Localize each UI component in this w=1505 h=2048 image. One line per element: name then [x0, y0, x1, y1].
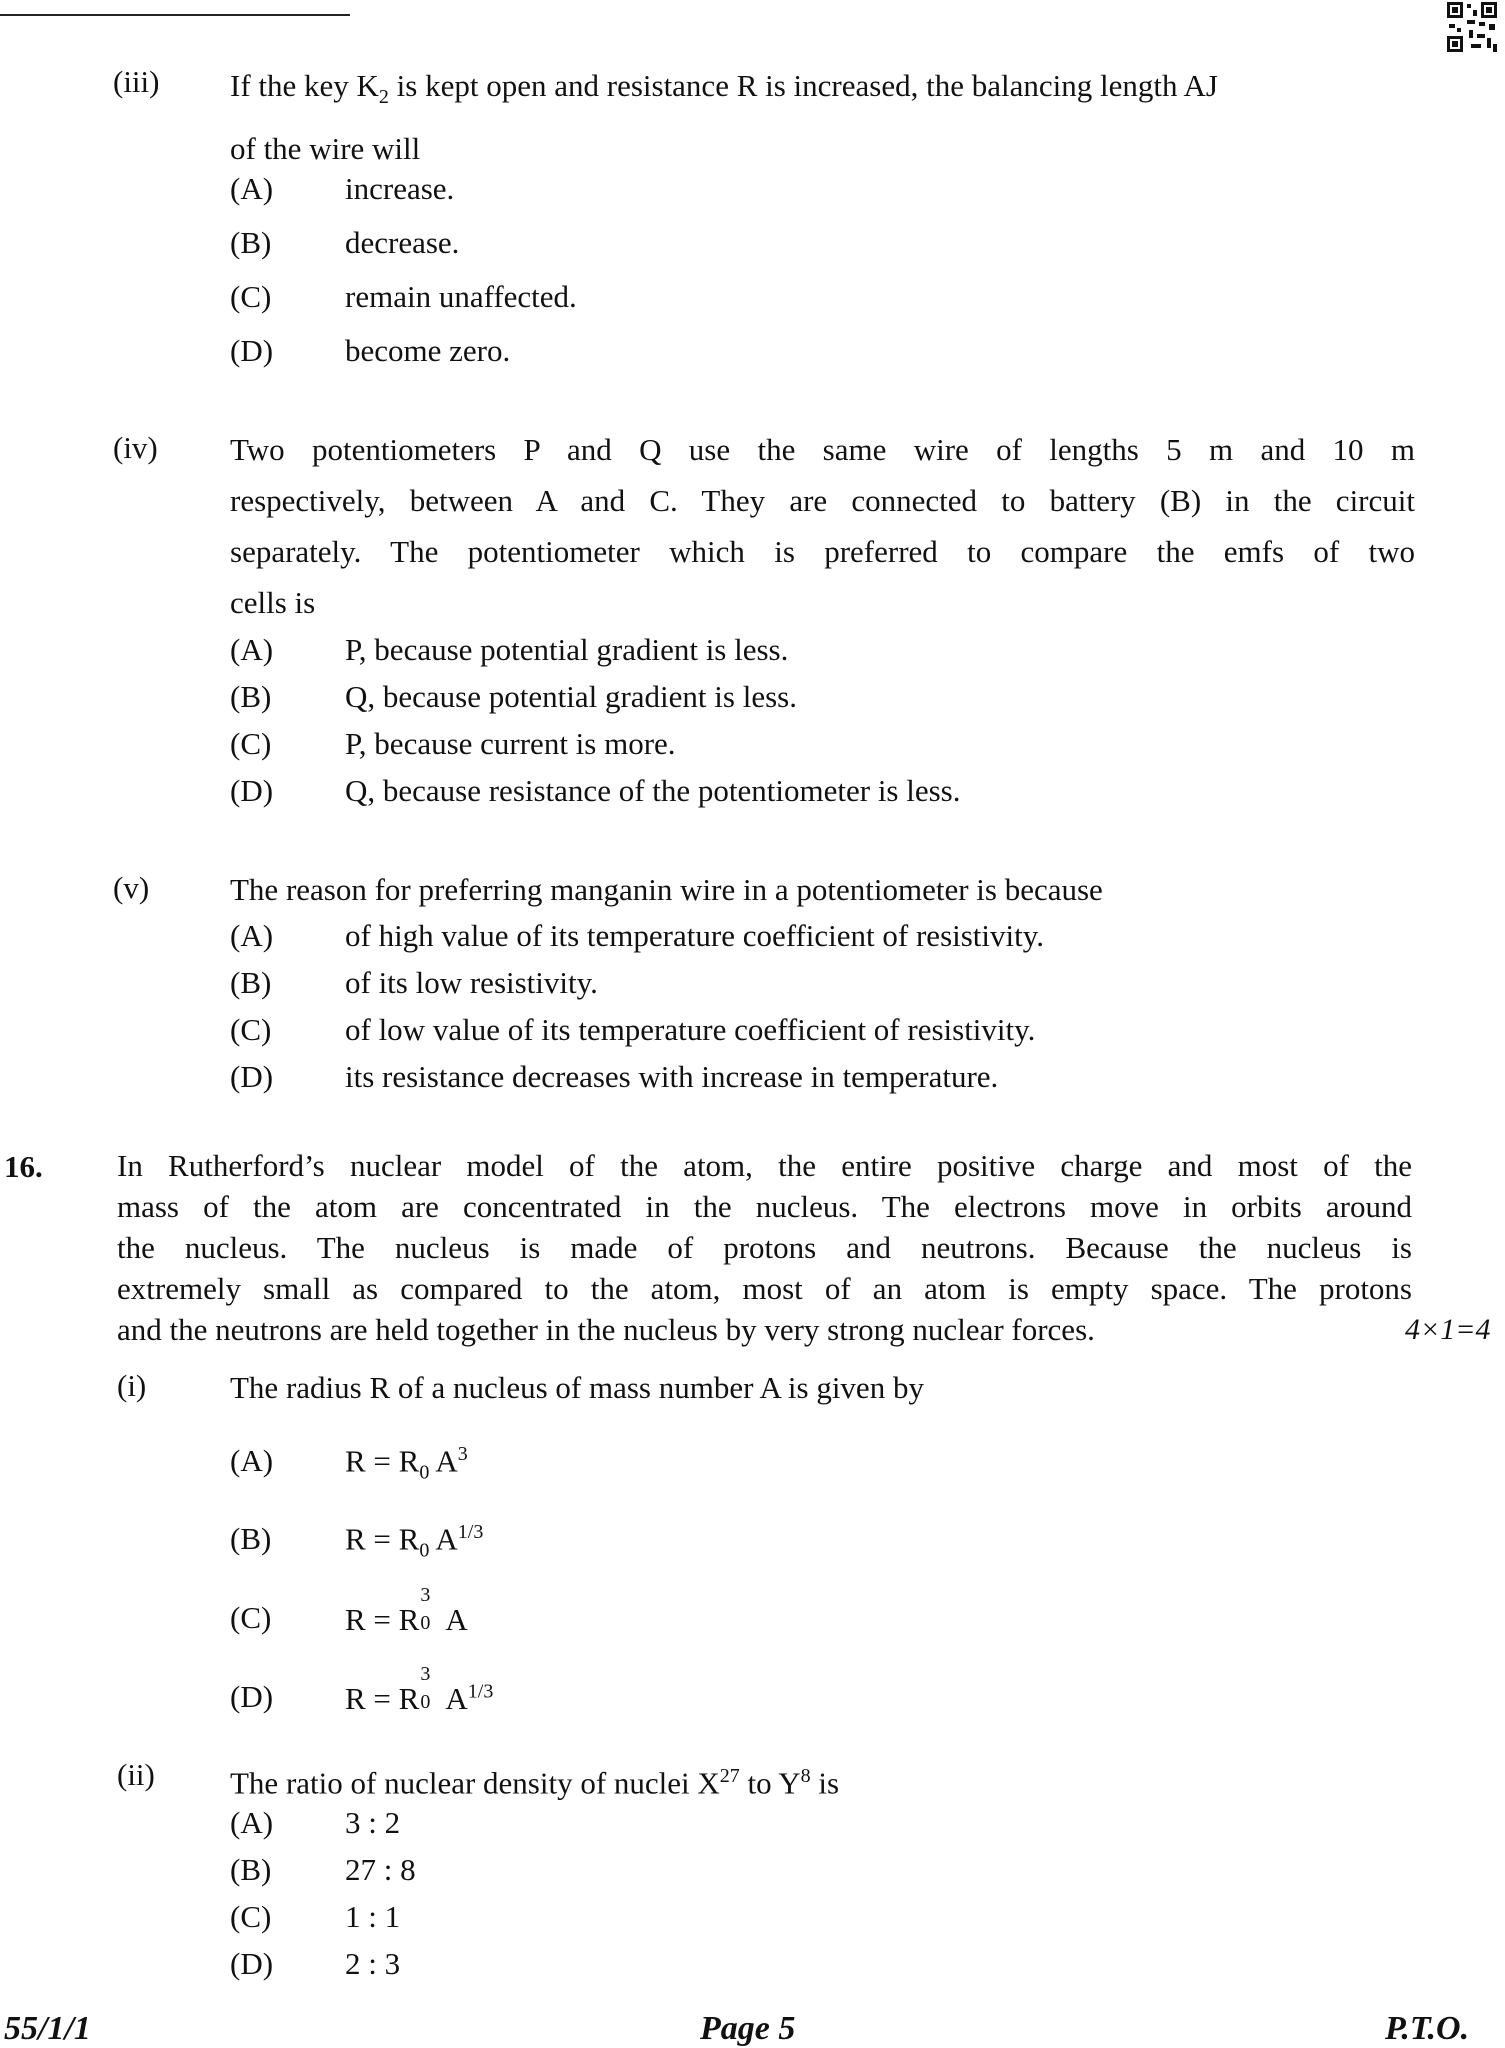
option-text: Q, because potential gradient is less.: [345, 679, 797, 714]
subquestion-iii-text: [230, 60, 1410, 174]
text-line: of the wire will: [230, 131, 421, 167]
option-text: remain unaffected.: [345, 279, 577, 314]
subquestion-number-i: (i): [117, 1368, 147, 1403]
option-label: (C): [230, 1899, 272, 1934]
subquestion-i-text: The radius R of a nucleus of mass number A is given by: [230, 1370, 924, 1405]
marks-allocation: 4×1=4: [1405, 1313, 1491, 1346]
page-number: Page 5: [700, 2010, 796, 2047]
text-line: and the neutrons are held together in the nucleus by very strong nuclear forces.: [117, 1312, 1095, 1347]
text-line: respectively, between A and C. They are connected to battery (B) in the circuit: [230, 483, 1415, 518]
subquestion-number-iii: (iii): [113, 64, 160, 99]
option-label: (B): [230, 1852, 272, 1887]
text-line: separately. The potentiometer which is preferred to compare the emfs of two: [230, 534, 1415, 569]
option-text: of low value of its temperature coefficient of resistivity.: [345, 1012, 1036, 1047]
option-text: P, because potential gradient is less.: [345, 632, 789, 667]
option-label: (A): [230, 632, 274, 667]
option-text: 3 : 2: [345, 1805, 401, 1840]
option-label: (A): [230, 918, 274, 953]
header-rule: [0, 14, 350, 16]
subquestion-number-ii: (ii): [117, 1757, 155, 1792]
option-text: 27 : 8: [345, 1852, 416, 1887]
option-label: (D): [230, 773, 274, 808]
script-stack: 3 0: [420, 1584, 431, 1634]
text-line: If the key $K_2$ is kept open and resistance R is increased, the balancing length AJ: [230, 68, 1218, 109]
option-text: 2 : 3: [345, 1946, 401, 1981]
formula-option-d: R = R 3 0 $A^{1/3}$: [345, 1663, 494, 1716]
option-label: (B): [230, 679, 272, 714]
pto-marker: P.T.O.: [1385, 2010, 1470, 2047]
option-text: become zero.: [345, 333, 511, 368]
subquestion-iv-text: [230, 424, 1415, 628]
option-label: (C): [230, 1600, 272, 1635]
option-label: (B): [230, 965, 272, 1000]
option-label: (C): [230, 1012, 272, 1047]
text-line: mass of the atom are concentrated in the nucleus. The electrons move in orbits around: [117, 1189, 1412, 1224]
text-line: cells is: [230, 585, 316, 620]
option-label: (C): [230, 279, 272, 314]
option-label: (A): [230, 1443, 274, 1478]
option-text: its resistance decreases with increase in temperature.: [345, 1059, 999, 1094]
option-label: (D): [230, 333, 274, 368]
script-stack: 3 0: [420, 1663, 431, 1713]
formula-option-c: R = R 3 0 A: [345, 1584, 468, 1637]
paper-code: 55/1/1: [4, 2010, 91, 2047]
question-number-16: 16.: [4, 1149, 43, 1184]
question-16-passage: [117, 1145, 1412, 1350]
option-label: (D): [230, 1059, 274, 1094]
option-label: (C): [230, 726, 272, 761]
option-text: 1 : 1: [345, 1899, 401, 1934]
option-text: P, because current is more.: [345, 726, 676, 761]
option-label: (D): [230, 1946, 274, 1981]
option-text: Q, because resistance of the potentiometer is less.: [345, 773, 961, 808]
option-label: (B): [230, 1521, 272, 1556]
subquestion-number-iv: (iv): [113, 430, 158, 465]
option-label: (A): [230, 171, 274, 206]
formula-option-a: $R = R_0$ $A^3$: [345, 1443, 468, 1484]
option-label: (D): [230, 1679, 274, 1714]
subquestion-ii-text: The ratio of nuclear density of nuclei $X^{27}$ to $Y^8$ is: [230, 1765, 840, 1801]
text-line: the nucleus. The nucleus is made of protons and neutrons. Because the nucleus is: [117, 1230, 1412, 1265]
option-text: of high value of its temperature coefficient of resistivity.: [345, 918, 1044, 953]
qr-code-icon: [1445, 0, 1499, 54]
option-text: of its low resistivity.: [345, 965, 598, 1000]
option-label: (B): [230, 225, 272, 260]
text-line: Two potentiometers P and Q use the same wire of lengths 5 m and 10 m: [230, 432, 1415, 467]
text-line: In Rutherford’s nuclear model of the atom, the entire positive charge and most of the: [117, 1148, 1412, 1183]
formula-option-b: $R = R_0$ $A^{1/3}$: [345, 1521, 484, 1562]
text-line: extremely small as compared to the atom, most of an atom is empty space. The protons: [117, 1271, 1412, 1306]
option-text: increase.: [345, 171, 455, 206]
option-text: decrease.: [345, 225, 460, 260]
subquestion-number-v: (v): [113, 870, 150, 905]
option-label: (A): [230, 1805, 274, 1840]
subquestion-v-text: The reason for preferring manganin wire in a potentiometer is because: [230, 872, 1103, 907]
